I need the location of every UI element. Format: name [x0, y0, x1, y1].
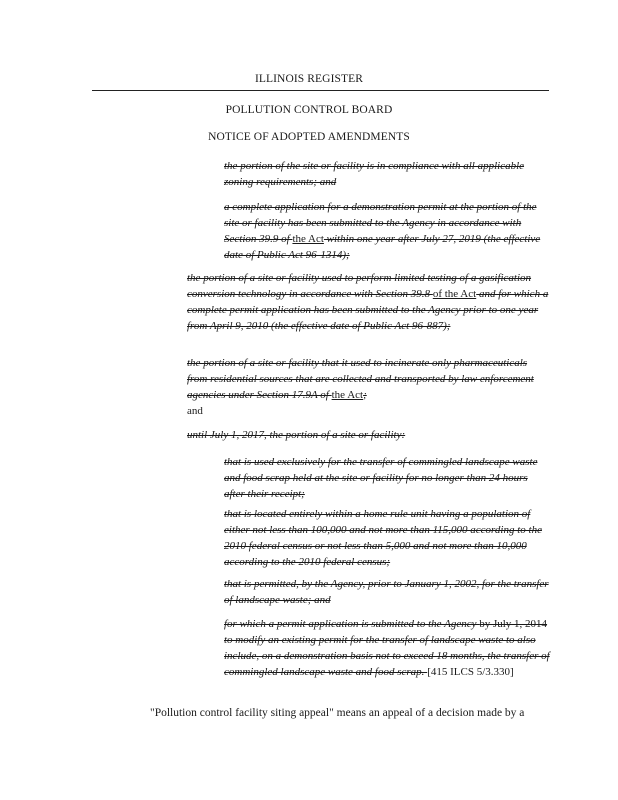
paragraph-zoning: the portion of the site or facility is in compliance with all applicable zoning requirements; and: [224, 160, 525, 188]
paragraph-gasification: the portion of a site or facility used to perform limited testing of a gasification conversion technology in accordance with Section 39.8 of the Act and for which a complete permit application has been submitted to the Agency prior to one year from April 9, 2010 (the effective date of Public Act 96-887);: [187, 272, 549, 332]
paragraph-until-date: until July 1, 2017, the portion of a site or facility:: [187, 429, 406, 441]
paragraph-demonstration-permit: a complete application for a demonstration permit at the portion of the site or facility has been submitted to the Agency in accordance with Section 39.9 of the Act within one year after July 27, 2019 (the effective date of Public Act 96-1314);: [224, 201, 541, 261]
paragraph-pharmaceuticals: the portion of a site or facility that it used to incinerate only pharmaceuticals from residential sources that are collected and transported by law enforcement agencies under Section 17.9A of the Act; and: [187, 357, 534, 417]
header-rule: [92, 90, 549, 91]
paragraph-permit-application: for which a permit application is submitted to the Agency by July 1, 2014 to modify an existing permit for the transfer of landscape waste to also include, on a demonstration basis not to exceed 18 months, the transfer of commingled landscape waste and food scrap. [415 ILCS 5/3.330]: [224, 618, 550, 678]
paragraph-transfer-commingled: that is used exclusively for the transfer of commingled landscape waste and food scrap held at the site or facility for no longer than 24 hours after their receipt;: [224, 456, 538, 500]
paragraph-home-rule-unit: that is located entirely within a home rule unit having a population of either not less than 100,000 and not more than 115,000 according to the 2010 federal census or not less than 5,000 and not more than 10,000 according to the 2010 federal census;: [224, 508, 542, 568]
agency-title: POLLUTION CONTROL BOARD: [225, 104, 393, 116]
register-title: ILLINOIS REGISTER: [254, 73, 364, 85]
paragraph-siting-appeal: "Pollution control facility siting appeal" means an appeal of a decision made by a: [150, 707, 525, 719]
paragraph-permitted-landscape: that is permitted, by the Agency, prior to January 1, 2002, for the transfer of landscape waste; and: [224, 578, 549, 606]
notice-title: NOTICE OF ADOPTED AMENDMENTS: [208, 131, 410, 143]
